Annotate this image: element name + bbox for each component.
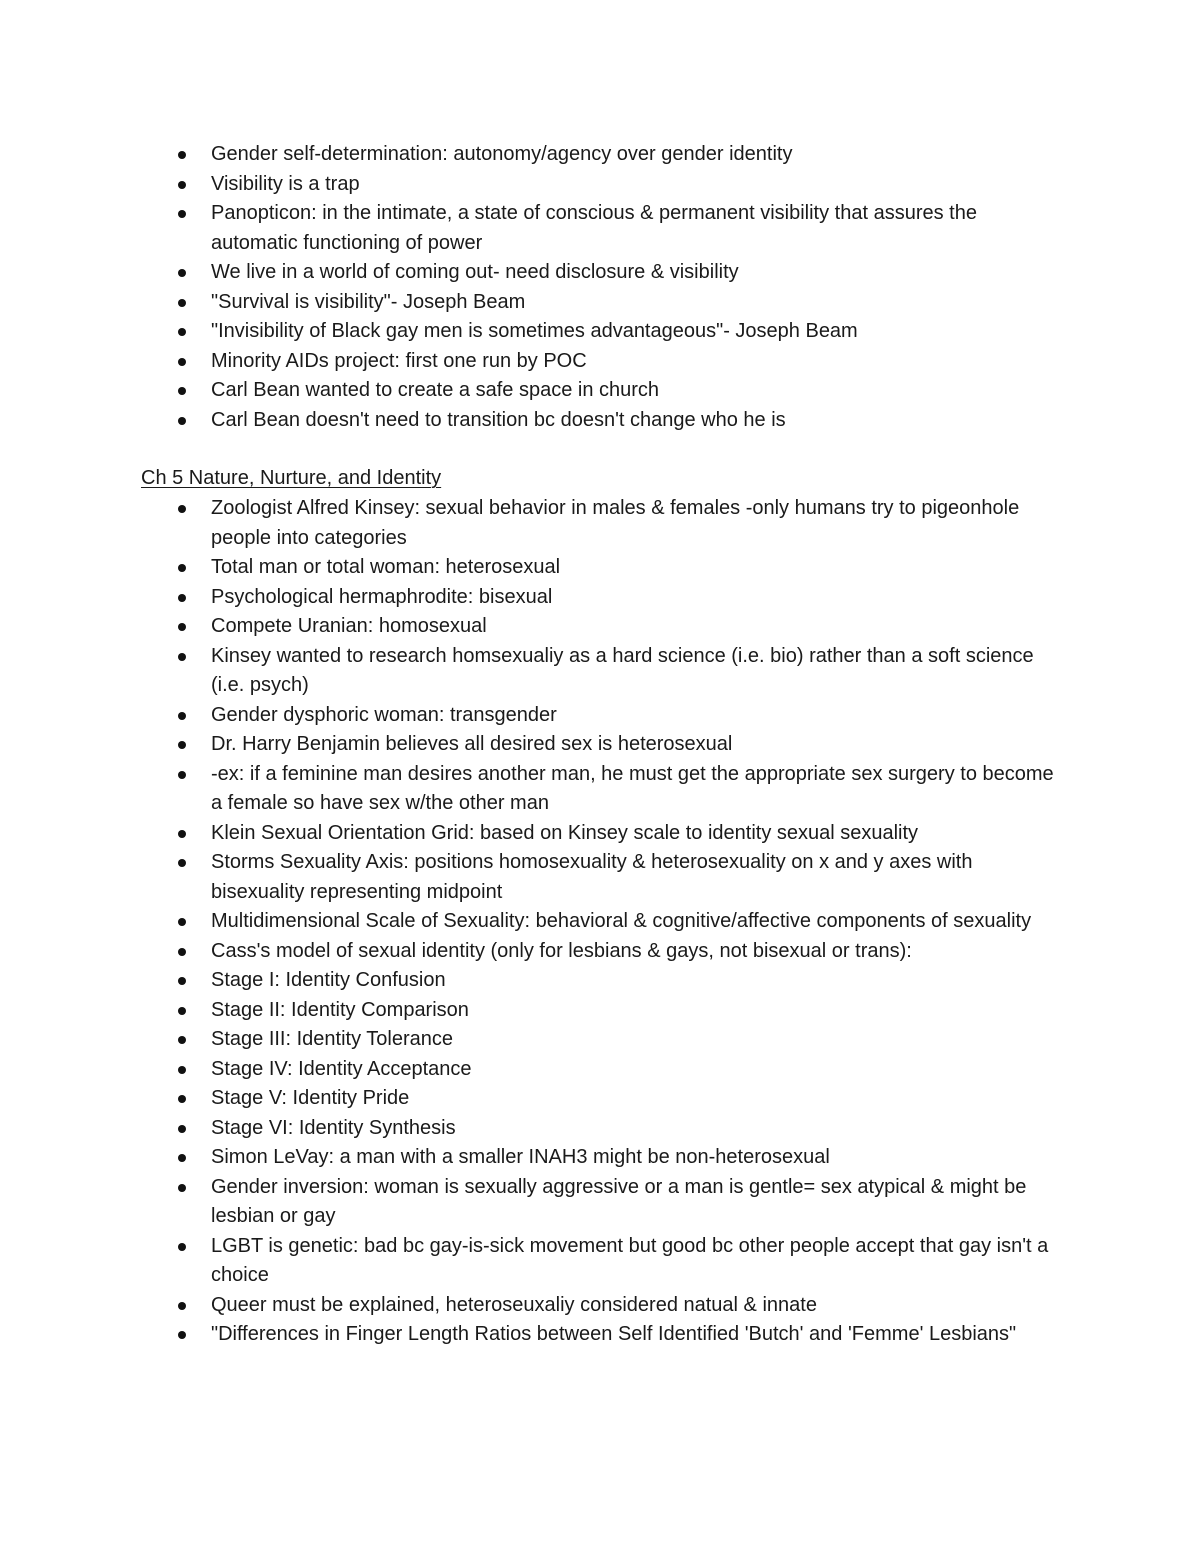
list-item-text: Simon LeVay: a man with a smaller INAH3 might be non-heterosexual bbox=[211, 1146, 830, 1168]
list-item bbox=[0, 406, 1200, 436]
bullet-icon bbox=[178, 328, 186, 336]
list-item-text: Carl Bean doesn't need to transition bc doesn't change who he is bbox=[211, 408, 786, 431]
list-item-text: Kinsey wanted to research homsexualiy as a hard science (i.e. bio) rather than a soft science (i.e. psych) bbox=[211, 644, 1034, 696]
bullet-icon bbox=[178, 417, 186, 425]
list-item-text: Zoologist Alfred Kinsey: sexual behavior in males & females -only humans try to pigeonhole people into categories bbox=[211, 497, 1020, 549]
bullet-icon bbox=[178, 771, 186, 779]
list-item-text: Carl Bean wanted to create a safe space in church bbox=[211, 379, 660, 401]
list-item bbox=[0, 1055, 1200, 1085]
list-item-text: Gender self-determination: autonomy/agency over gender identity bbox=[211, 143, 793, 165]
bullet-icon bbox=[178, 1036, 186, 1044]
list-item bbox=[0, 730, 1200, 760]
list-item-text: Gender dysphoric woman: transgender bbox=[211, 703, 557, 726]
bullet-icon bbox=[178, 830, 186, 838]
bullet-list-ch5 bbox=[0, 494, 1200, 1350]
list-item bbox=[0, 1143, 1200, 1173]
list-item bbox=[0, 1025, 1200, 1055]
bullet-icon bbox=[178, 948, 186, 956]
list-item-text: Minority AIDs project: first one run by POC bbox=[211, 349, 587, 372]
list-item-text: Gender inversion: woman is sexually aggressive or a man is gentle= sex atypical & might be lesbian or gay bbox=[211, 1175, 1027, 1227]
list-item bbox=[0, 1291, 1200, 1321]
bullet-icon bbox=[178, 1184, 186, 1192]
list-item-text: Panopticon: in the intimate, a state of conscious & permanent visibility that assures the automatic functioning of power bbox=[211, 202, 977, 254]
list-item bbox=[0, 317, 1200, 347]
bullet-icon bbox=[178, 387, 186, 395]
list-item bbox=[0, 376, 1200, 406]
list-item-text: Storms Sexuality Axis: positions homosexuality & heterosexuality on x and y axes with bisexuality representing midpoint bbox=[211, 851, 973, 903]
list-item bbox=[0, 966, 1200, 996]
list-item bbox=[0, 848, 1200, 907]
list-item bbox=[0, 347, 1200, 377]
list-item bbox=[0, 583, 1200, 613]
bullet-icon bbox=[178, 977, 186, 985]
list-item bbox=[0, 170, 1200, 200]
list-item bbox=[0, 199, 1200, 258]
bullet-icon bbox=[178, 1302, 186, 1310]
list-item-text: -ex: if a feminine man desires another man, he must get the appropriate sex surgery to become a female so have sex w/the other man bbox=[211, 762, 1054, 814]
list-item-text: Stage II: Identity Comparison bbox=[211, 998, 469, 1021]
list-item-text: Stage I: Identity Confusion bbox=[211, 969, 446, 991]
bullet-icon bbox=[178, 564, 186, 572]
list-item bbox=[0, 288, 1200, 318]
list-item bbox=[0, 258, 1200, 288]
bullet-icon bbox=[178, 1095, 186, 1103]
bullet-icon bbox=[178, 358, 186, 366]
list-item-text: We live in a world of coming out- need disclosure & visibility bbox=[211, 261, 739, 283]
list-item-text: Cass's model of sexual identity (only for lesbians & gays, not bisexual or trans): bbox=[211, 939, 912, 962]
list-item bbox=[0, 1084, 1200, 1114]
bullet-icon bbox=[178, 1125, 186, 1133]
bullet-icon bbox=[178, 712, 186, 720]
list-item bbox=[0, 760, 1200, 819]
bullet-icon bbox=[178, 1331, 186, 1339]
bullet-icon bbox=[178, 594, 186, 602]
bullet-list-top bbox=[0, 140, 1200, 435]
list-item bbox=[0, 553, 1200, 583]
bullet-icon bbox=[178, 741, 186, 749]
bullet-icon bbox=[178, 918, 186, 926]
list-item-text: LGBT is genetic: bad bc gay-is-sick movement but good bc other people accept that gay isn't a choice bbox=[211, 1234, 1049, 1286]
bullet-icon bbox=[178, 269, 186, 277]
bullet-icon bbox=[178, 299, 186, 307]
list-item-text: Dr. Harry Benjamin believes all desired sex is heterosexual bbox=[211, 733, 733, 755]
list-item bbox=[0, 612, 1200, 642]
list-item-text: Compete Uranian: homosexual bbox=[211, 615, 487, 637]
list-item bbox=[0, 907, 1200, 937]
section-heading-ch5: Ch 5 Nature, Nurture, and Identity bbox=[141, 467, 442, 489]
list-item-text: "Invisibility of Black gay men is sometimes advantageous"- Joseph Beam bbox=[211, 320, 858, 342]
list-item bbox=[0, 1232, 1200, 1291]
bullet-icon bbox=[178, 181, 186, 189]
list-item bbox=[0, 140, 1200, 170]
bullet-icon bbox=[178, 859, 186, 867]
list-item-text: Stage IV: Identity Acceptance bbox=[211, 1057, 472, 1080]
list-item-text: Visibility is a trap bbox=[211, 172, 360, 195]
bullet-icon bbox=[178, 1154, 186, 1162]
list-item bbox=[0, 494, 1200, 553]
list-item bbox=[0, 996, 1200, 1026]
bullet-icon bbox=[178, 653, 186, 661]
list-item-text: "Differences in Finger Length Ratios between Self Identified 'Butch' and 'Femme' Lesbians" bbox=[211, 1323, 1017, 1345]
list-item bbox=[0, 642, 1200, 701]
list-item bbox=[0, 937, 1200, 967]
bullet-icon bbox=[178, 1066, 186, 1074]
list-item-text: Stage V: Identity Pride bbox=[211, 1087, 410, 1109]
list-item-text: Klein Sexual Orientation Grid: based on Kinsey scale to identity sexual sexuality bbox=[211, 821, 919, 844]
bullet-icon bbox=[178, 623, 186, 631]
list-item bbox=[0, 1114, 1200, 1144]
list-item-text: Total man or total woman: heterosexual bbox=[211, 556, 561, 578]
list-item-text: "Survival is visibility"- Joseph Beam bbox=[211, 290, 526, 313]
bullet-icon bbox=[178, 1243, 186, 1251]
list-item-text: Queer must be explained, heteroseuxaliy considered natual & innate bbox=[211, 1293, 817, 1316]
list-item bbox=[0, 1320, 1200, 1350]
list-item-text: Stage VI: Identity Synthesis bbox=[211, 1116, 456, 1139]
list-item bbox=[0, 819, 1200, 849]
list-item bbox=[0, 701, 1200, 731]
list-item-text: Stage III: Identity Tolerance bbox=[211, 1028, 454, 1050]
list-item-text: Multidimensional Scale of Sexuality: behavioral & cognitive/affective components of sexuality bbox=[211, 910, 1032, 932]
bullet-icon bbox=[178, 1007, 186, 1015]
bullet-icon bbox=[178, 210, 186, 218]
bullet-icon bbox=[178, 505, 186, 513]
bullet-icon bbox=[178, 151, 186, 159]
list-item bbox=[0, 1173, 1200, 1232]
list-item-text: Psychological hermaphrodite: bisexual bbox=[211, 585, 553, 608]
